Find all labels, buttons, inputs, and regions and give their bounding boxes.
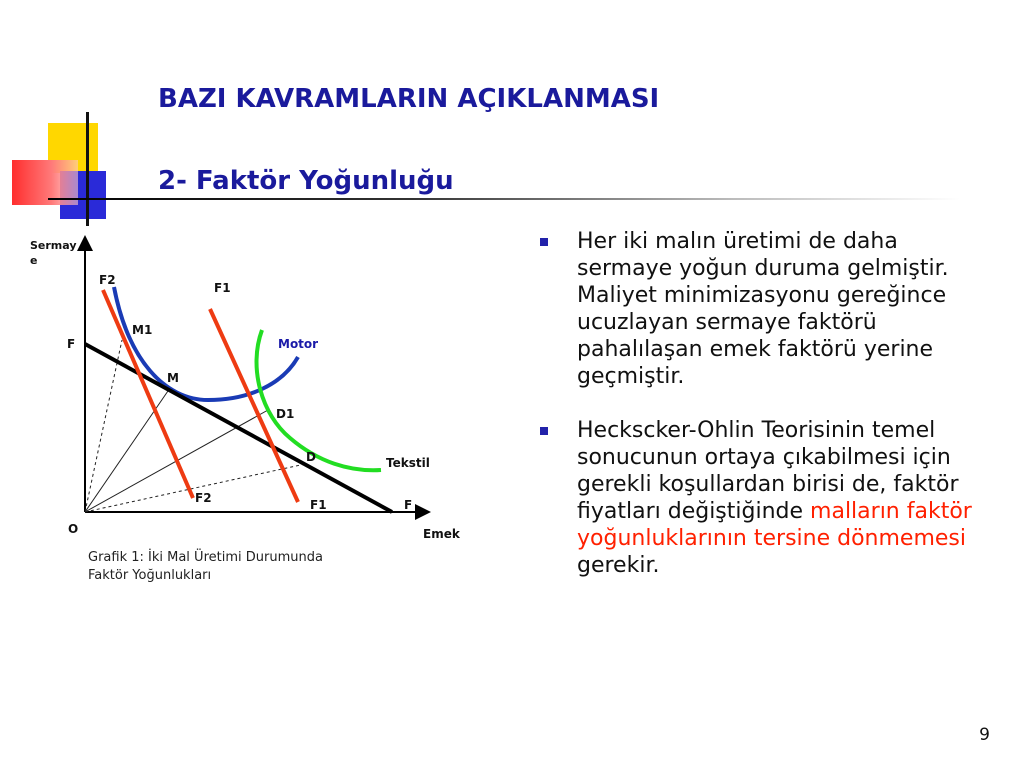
label-d: D [306, 450, 316, 464]
label-m: M [167, 371, 179, 385]
label-f1-bottom: F1 [310, 498, 327, 512]
label-f2-top: F2 [99, 273, 116, 287]
label-motor: Motor [278, 337, 319, 351]
caption-line-2: Faktör Yoğunlukları [88, 568, 212, 583]
bullet-text-2-after: gerekir. [577, 553, 660, 578]
label-f-right: F [404, 498, 413, 512]
bullet-item-1 [536, 228, 986, 390]
bullet-square-icon [540, 238, 548, 246]
bullet-text-2-before: Heckscker-Ohlin Teorisinin temel sonucunun ortaya çıkabilmesi için gerekli koşullardan birisi de, faktör fiyatları değiştiğinde [577, 418, 959, 524]
y-axis-label-line1: Sermay [30, 239, 77, 252]
page-number: 9 [979, 725, 990, 745]
slide-title: BAZI KAVRAMLARIN AÇIKLANMASI [158, 84, 660, 114]
diagram-caption [88, 549, 388, 585]
caption-line-1: Grafik 1: İki Mal Üretimi Durumunda [88, 550, 323, 565]
label-tekstil: Tekstil [386, 456, 430, 470]
bullet-text-1: Her iki malın üretimi de daha sermaye yoğun duruma gelmiştir. Maliyet minimizasyonu gereğince ucuzlayan sermaye faktörü pahalılaşan emek faktörü yerine geçmiştir. [577, 229, 949, 389]
slide-subtitle: 2- Faktör Yoğunluğu [158, 166, 454, 196]
label-d1: D1 [276, 407, 295, 421]
bullet-item-2 [536, 417, 986, 579]
label-f2-bottom: F2 [195, 491, 212, 505]
bullet-square-icon [540, 427, 548, 435]
ray-m [85, 388, 170, 512]
bullet-text-2-highlight: malların faktör yoğunluklarının tersine dönmemesi [577, 499, 972, 551]
bullet-list [536, 228, 986, 606]
label-m1: M1 [132, 323, 153, 337]
y-axis-label-line2: e [30, 254, 38, 267]
x-axis-label: Emek [423, 527, 460, 541]
label-origin: O [68, 522, 79, 536]
ray-m1 [85, 340, 122, 512]
label-f-left: F [67, 337, 76, 351]
label-f1-top: F1 [214, 281, 231, 295]
